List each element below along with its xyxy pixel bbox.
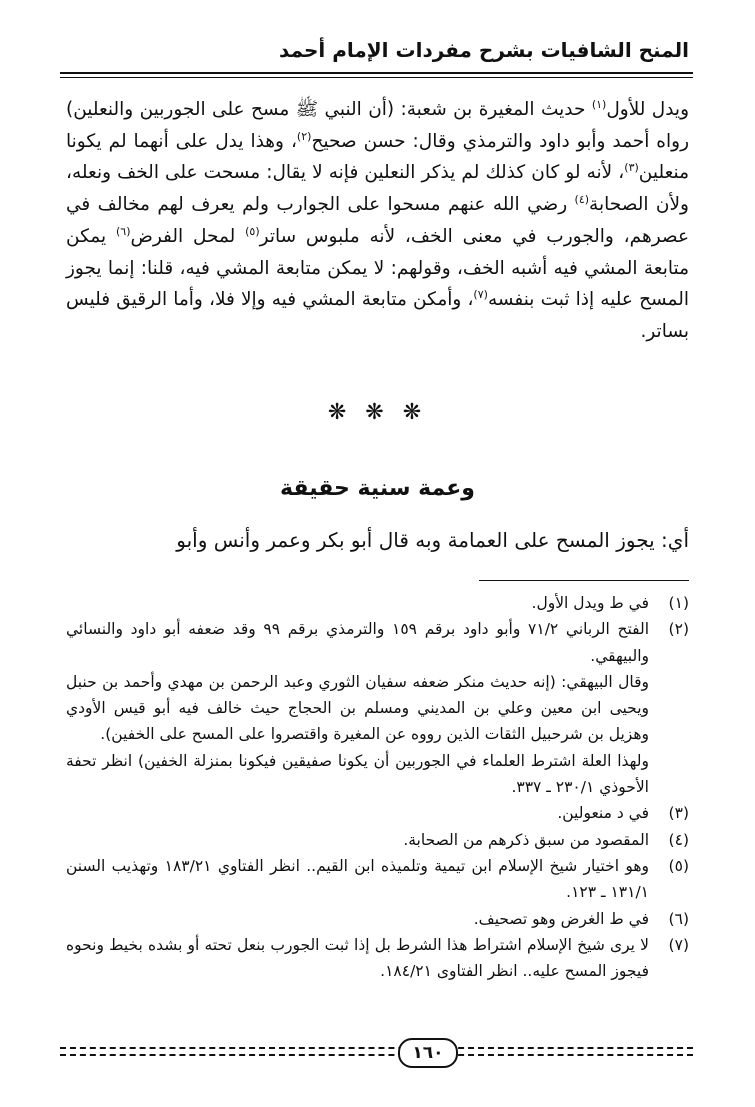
footnote-ref[interactable]: (٢) bbox=[296, 129, 312, 143]
section-title: وعمة سنية حقيقة bbox=[280, 476, 475, 501]
footnote-ref[interactable]: (٧) bbox=[473, 288, 488, 302]
footnote-ref[interactable]: (١) bbox=[591, 97, 607, 111]
footnote bbox=[66, 800, 689, 826]
footnote-text: في د منعولين. bbox=[557, 804, 649, 823]
footnote-rule bbox=[479, 580, 689, 581]
text-segment: حديث المغيرة بن شعبة: (أن النبي ﷺ مسح على الجوربين والنعلين) رواه أحمد وأبو داود والترمذي وقال: حسن صحيح bbox=[66, 99, 689, 152]
text-segment: ، وأمكن متابعة المشي فيه وإلا فلا، وأما الرقيق فليس بساتر. bbox=[66, 289, 689, 342]
page-number: ١٦٠ bbox=[398, 1038, 458, 1068]
footnote bbox=[66, 616, 689, 669]
footer-rule bbox=[60, 1047, 693, 1049]
footnote bbox=[66, 590, 689, 616]
footnote-number: (٣) bbox=[668, 804, 689, 823]
running-header: المنح الشافيات بشرح مفردات الإمام أحمد bbox=[279, 38, 689, 62]
section-separator: ❋ ❋ ❋ bbox=[327, 400, 428, 425]
text-segment: رضي الله عنهم مسحوا على الجوارب ولم يعرف لهم مخالف في عصرهم، والجورب في معنى الخف، لأنه ملبوس ساتر bbox=[66, 194, 689, 247]
footnote-number: (٢) bbox=[668, 620, 689, 639]
footnote-text: في ط ويدل الأول. bbox=[531, 594, 649, 612]
header-rule bbox=[60, 72, 693, 74]
footnote bbox=[66, 853, 689, 906]
footnote bbox=[66, 932, 689, 985]
footnote-continuation: ولهذا العلة اشترط العلماء في الجوربين أن يكونا صفيقين فيكونا بمنزلة الخفين) انظر تحفة الأحوذي ٢٣٠/١ ـ ٣٣٧. bbox=[66, 751, 649, 797]
commentary-line: أي: يجوز المسح على العمامة وبه قال أبو بكر وعمر وأنس وأبو bbox=[176, 528, 689, 552]
main-paragraph bbox=[66, 94, 689, 348]
footnote-text: وهو اختيار شيخ الإسلام ابن تيمية وتلميذه ابن القيم.. انظر الفتاوي ١٨٣/٢١ وتهذيب السنن ١٣١/١ ـ ١٢٣. bbox=[66, 856, 649, 902]
footnote-text: المقصود من سبق ذكرهم من الصحابة. bbox=[403, 830, 649, 849]
footnote-ref[interactable]: (٦) bbox=[115, 224, 131, 238]
header-rule-thin bbox=[60, 77, 693, 78]
footnote-ref[interactable]: (٣) bbox=[624, 161, 639, 175]
text-segment: ، لأنه لو كان كذلك لم يذكر النعلين فإنه لا يقال: مسحت على الخف ونعله، ولأن الصحابة bbox=[66, 162, 689, 216]
footnote-text: في ط الغرض وهو تصحيف. bbox=[473, 909, 649, 928]
text-segment: لمحل الفرض bbox=[130, 225, 246, 247]
footnote-number: (٦) bbox=[668, 909, 689, 928]
footer-rule bbox=[60, 1054, 693, 1056]
footnote-number: (٥) bbox=[668, 856, 689, 875]
text-segment: ، وهذا يدل على أنهما لم يكونا منعلين bbox=[66, 130, 689, 184]
footnote-number: (٤) bbox=[668, 830, 689, 849]
footnote-ref[interactable]: (٥) bbox=[245, 224, 260, 238]
footnote bbox=[66, 827, 689, 853]
footnote-text: الفتح الرباني ٧١/٢ وأبو داود برقم ١٥٩ والترمذي برقم ٩٩ وقد ضعفه أبو داود والنسائي والبيهقي. bbox=[66, 620, 650, 665]
footnote-number: (٧) bbox=[668, 935, 689, 954]
footnote-number: (١) bbox=[668, 594, 689, 612]
text-segment: يمكن متابعة المشي فيه أشبه الخف، وقولهم: لا يمكن متابعة المشي فيه، قلنا: إنما يجوز المسح عليه إذا ثبت بنفسه bbox=[66, 225, 689, 311]
footnotes bbox=[66, 590, 689, 984]
footnote-ref[interactable]: (٤) bbox=[574, 192, 590, 206]
footnote-text: لا يرى شيخ الإسلام اشتراط هذا الشرط بل إذا ثبت الجورب بنعل تحته أو بشده بخيط ونحوه فيجوز المسح عليه.. انظر الفتاوى ١٨٤/٢١. bbox=[66, 935, 649, 981]
page-footer bbox=[60, 1040, 693, 1066]
text-segment: ويدل للأول bbox=[606, 99, 689, 120]
footnote bbox=[66, 906, 689, 932]
footnote-continuation: وقال البيهقي: (إنه حديث منكر ضعفه سفيان الثوري وعبد الرحمن بن مهدي وأحمد بن حنبل ويحيى ابن معين وعلي بن المديني ومسلم بن الحجاج حيث خالف فيه أبو قيس الأودي وهزيل بن شرحبيل الثقات الذين رووه عن المغيرة واقتصروا على المسح على الخفين). bbox=[66, 672, 649, 744]
